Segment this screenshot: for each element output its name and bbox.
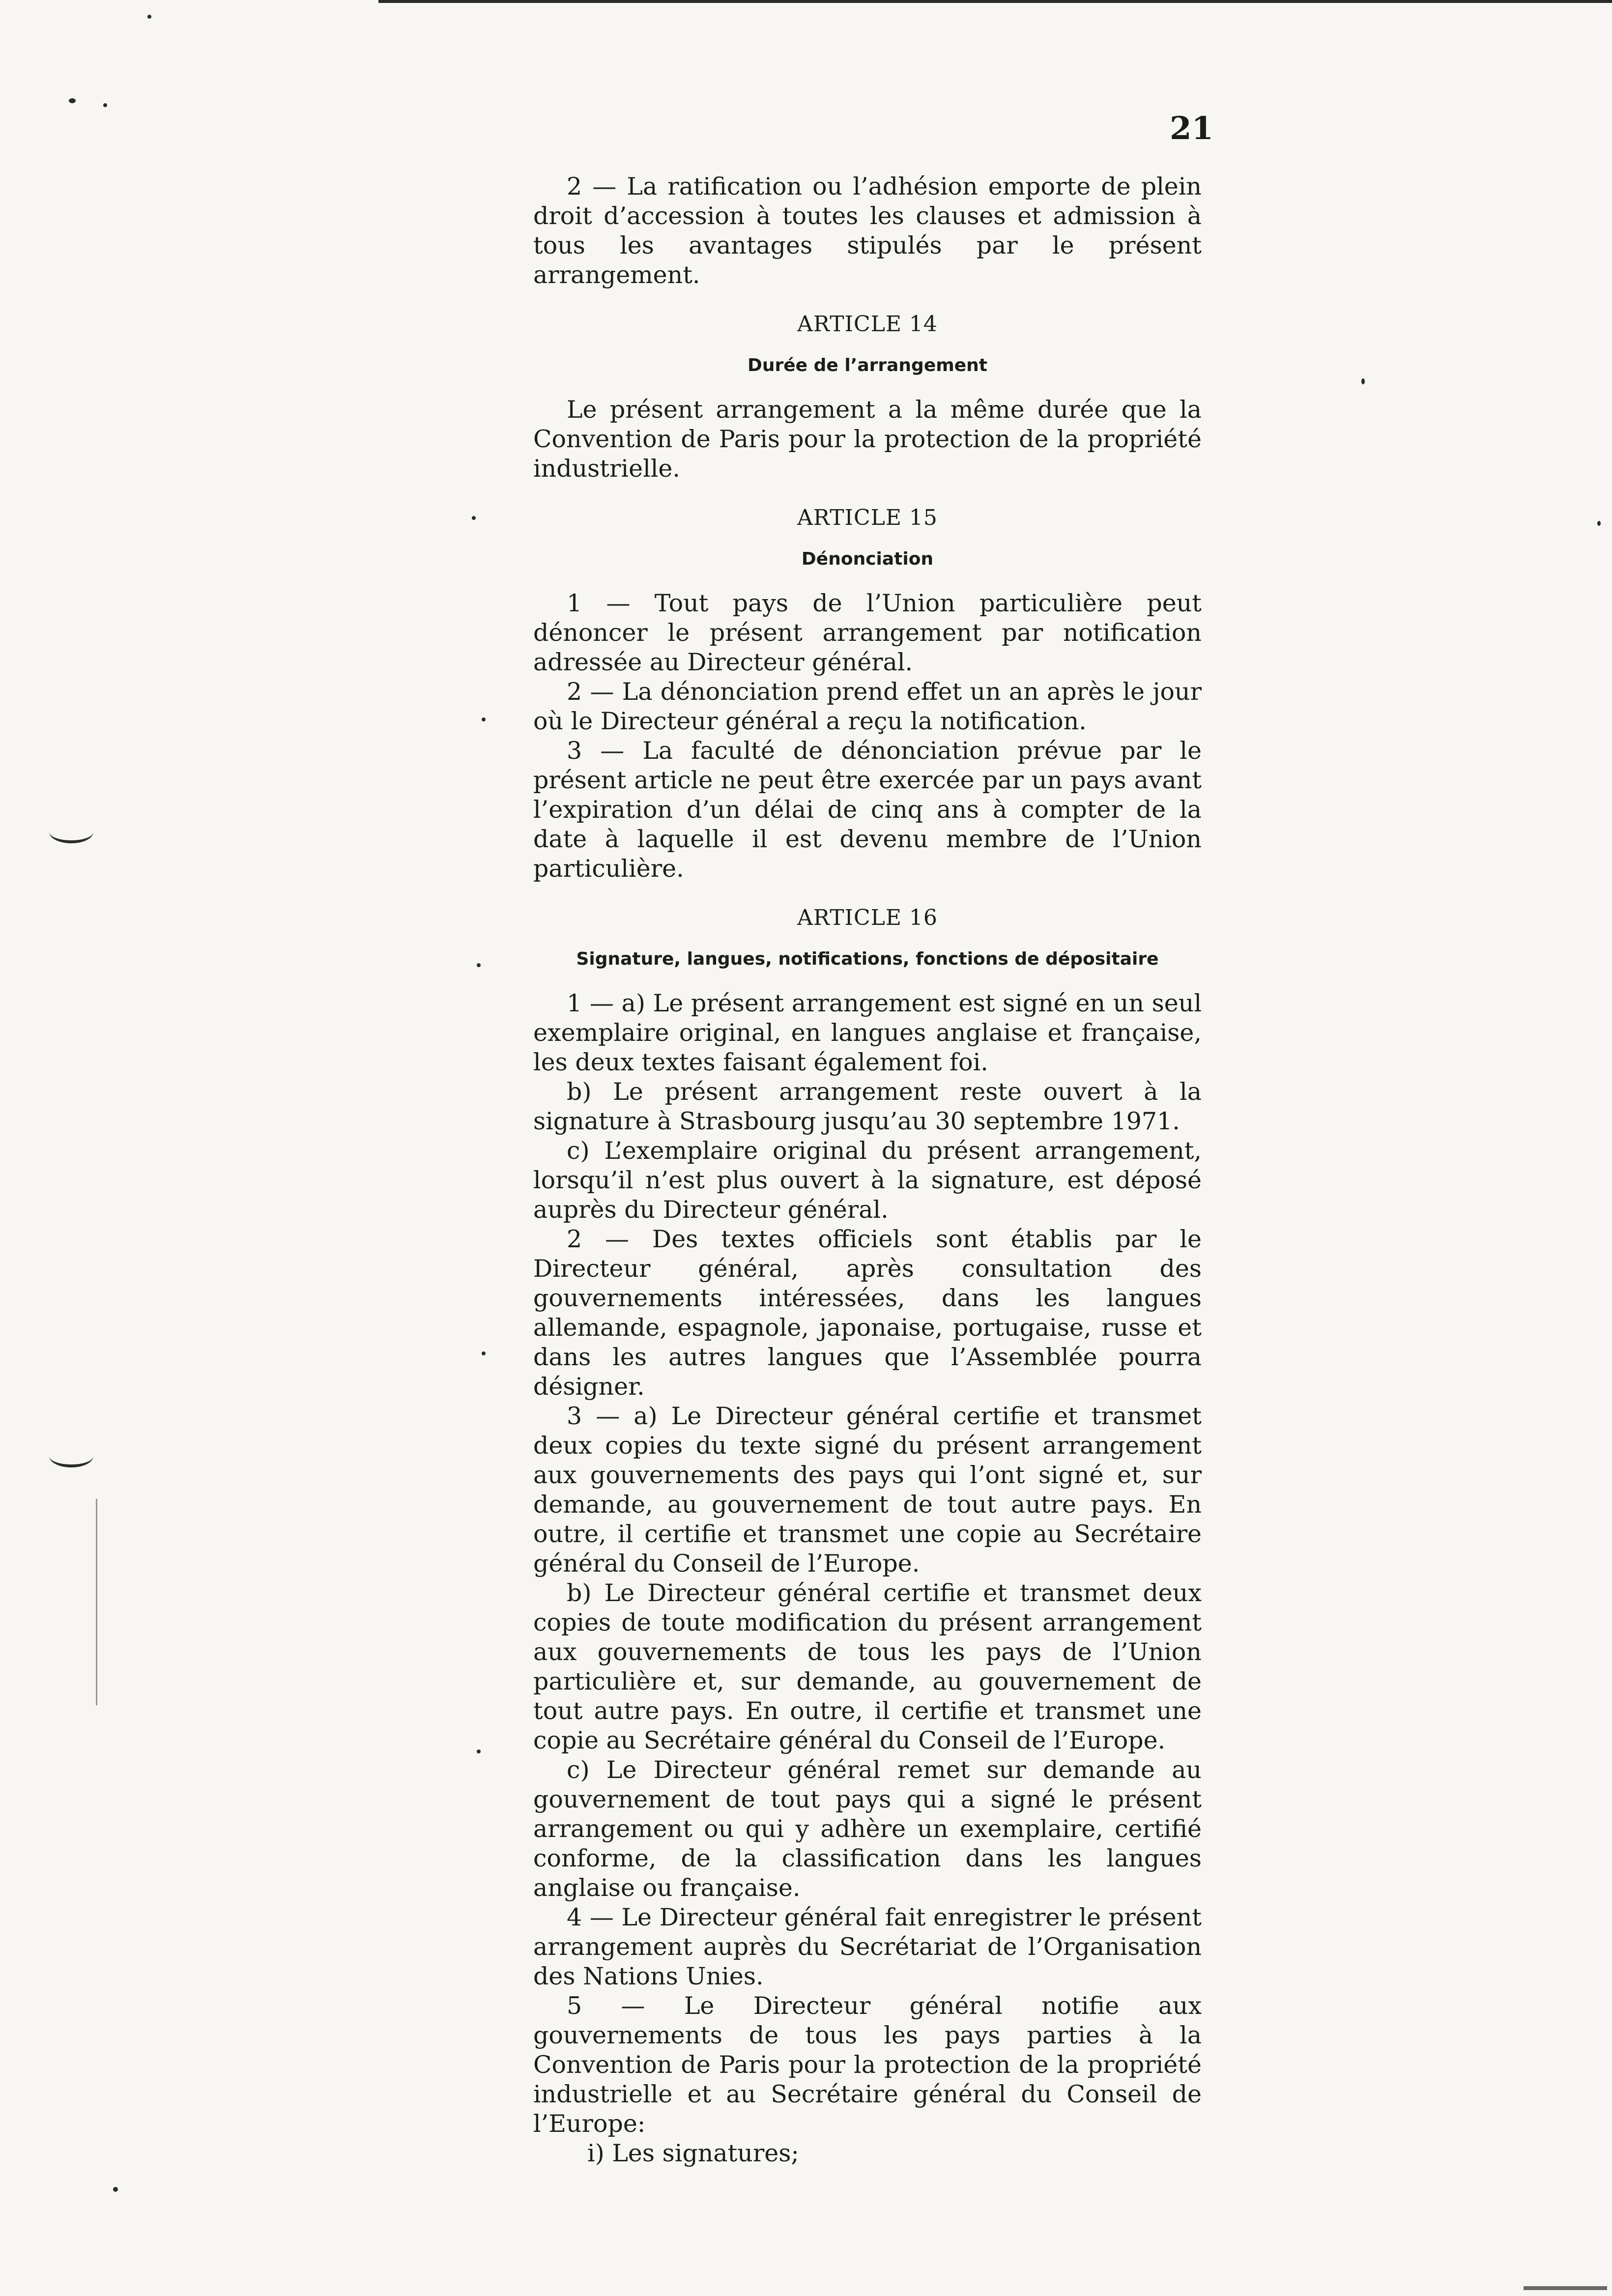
article-heading: ARTICLE 15 <box>797 505 938 530</box>
paragraph: c) Le Directeur général remet sur demande au gouvernement de tout pays qui a signé le présent arrangement ou qui y adhère un exemplaire, certifié conforme, de la classification dans les langues anglaise ou française. <box>533 1756 1202 1902</box>
paragraph: b) Le présent arrangement reste ouvert à la signature à Strasbourg jusqu’au 30 septembre 1971. <box>533 1078 1202 1135</box>
paragraph: 2 — La dénonciation prend effet un an après le jour où le Directeur général a reçu la notification. <box>533 678 1202 735</box>
top-border-rule <box>378 0 1612 3</box>
paragraph: 3 — La faculté de dénonciation prévue par le présent article ne peut être exercée par un pays avant l’expiration d’un délai de cinq ans à compter de la date à laquelle il est devenu membre de l’Union particulière. <box>533 737 1202 883</box>
paragraph: 2 — La ratification ou l’adhésion emporte de plein droit d’accession à toutes les clauses et admission à tous les avantages stipulés par le présent arrangement. <box>533 172 1202 289</box>
paragraph: 1 — Tout pays de l’Union particulière peut dénoncer le présent arrangement par notification adressée au Directeur général. <box>533 589 1202 676</box>
paragraph: 4 — Le Directeur général fait enregistrer le présent arrangement auprès du Secrétariat de l’Organisation des Nations Unies. <box>533 1903 1202 1990</box>
paragraph: b) Le Directeur général certifie et transmet deux copies de toute modification du présent arrangement aux gouvernements de tous les pays de l’Union particulière et, sur demande, au gouvernement de tout autre pays. En outre, il certifie et transmet une copie au Secrétaire général du Conseil de l’Europe. <box>533 1579 1202 1754</box>
scan-dot <box>103 103 107 107</box>
paragraph: 5 — Le Directeur général notifie aux gouvernements de tous les pays parties à la Convention de Paris pour la protection de la propriété industrielle et au Secrétaire général du Conseil de l’Europe: <box>533 1992 1202 2138</box>
article-heading: ARTICLE 16 <box>797 905 938 930</box>
article-subtitle: Durée de l’arrangement <box>747 355 988 375</box>
paragraph: 1 — a) Le présent arrangement est signé en un seul exemplaire original, en langues anglaise et française, les deux textes faisant également foi. <box>533 989 1202 1076</box>
paragraph: c) L’exemplaire original du présent arrangement, lorsqu’il n’est plus ouvert à la signature, est déposé auprès du Directeur général. <box>533 1137 1202 1224</box>
page-number: 21 <box>1170 110 1214 147</box>
article-heading: ARTICLE 14 <box>797 312 938 337</box>
scan-dot <box>147 15 151 19</box>
scan-dot <box>1597 521 1601 526</box>
article-subtitle: Signature, langues, notifications, fonctions de dépositaire <box>576 949 1159 969</box>
document-body <box>533 172 1202 2168</box>
paragraph: 3 — a) Le Directeur général certifie et transmet deux copies du texte signé du présent arrangement aux gouvernements des pays qui l’ont signé et, sur demande, au gouvernement de tout autre pays. En outre, il certifie et transmet une copie au Secrétaire général du Conseil de l’Europe. <box>533 1402 1202 1578</box>
scan-dot <box>69 98 76 103</box>
scan-dot <box>477 963 481 967</box>
scan-curve-mark <box>49 821 93 843</box>
list-item: i) Les signatures; <box>587 2139 799 2167</box>
scan-curve-mark <box>49 1445 93 1467</box>
scan-edge-line <box>96 1499 97 1705</box>
scan-dot <box>113 2187 118 2192</box>
scan-dot <box>477 1750 481 1753</box>
paragraph: 2 — Des textes officiels sont établis par le Directeur général, après consultation des gouvernements intéressées, dans les langues allemande, espagnole, japonaise, portugaise, russe et dans les autres langues que l’Assemblée pourra désigner. <box>533 1225 1202 1401</box>
bottom-scan-mark <box>1524 2286 1607 2290</box>
scan-dot <box>482 1351 486 1355</box>
scan-dot <box>482 718 486 721</box>
scan-dot <box>1361 378 1365 384</box>
paragraph: Le présent arrangement a la même durée que la Convention de Paris pour la protection de la propriété industrielle. <box>533 396 1202 483</box>
scan-dot <box>472 516 476 520</box>
article-subtitle: Dénonciation <box>801 549 934 569</box>
